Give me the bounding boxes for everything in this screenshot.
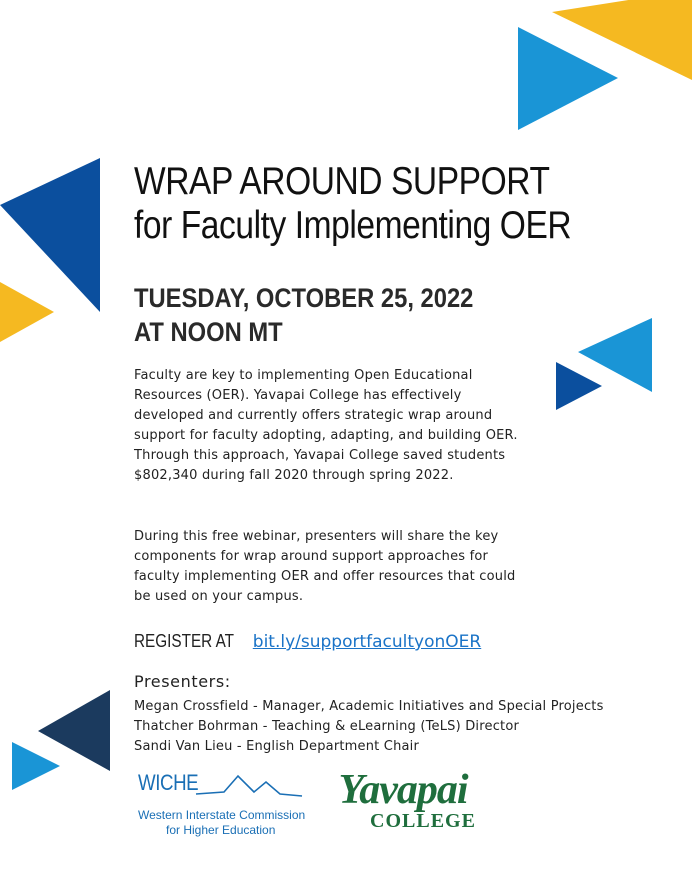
description-paragraph-1: Faculty are key to implementing Open Educational Resources (OER). Yavapai College has effectively developed and currently offers strategic wrap around support for faculty adopting, adapting, and building OER. Through this approach, Yavapai College saved students $802,340 during fall 2020 through spring 2022. — [134, 368, 518, 483]
yellow-triangle-left — [0, 282, 54, 342]
event-date: TUESDAY, OCTOBER 25, 2022 — [134, 283, 474, 313]
presenters-heading: Presenters: — [134, 672, 231, 691]
presenters-list — [134, 697, 604, 757]
description-paragraph-2: During this free webinar, presenters will share the key components for wrap around support approaches for faculty implementing OER and offer resources that could be used on your campus. — [134, 529, 516, 604]
wiche-abbr: WICHE — [138, 770, 199, 795]
light-blue-triangle-bottom-left — [12, 742, 60, 790]
wiche-name-line-2: for Higher Education — [166, 823, 276, 837]
mountain-icon — [176, 772, 306, 806]
presenter-item: Sandi Van Lieu - English Department Chair — [134, 739, 420, 754]
dark-blue-triangle-left — [0, 158, 100, 312]
register-line — [134, 631, 481, 652]
blue-triangle-top-right — [518, 27, 618, 130]
wiche-name-line-1: Western Interstate Commission — [138, 808, 306, 822]
page-title — [134, 160, 581, 248]
title-line-2: for Faculty Implementing OER — [134, 204, 572, 247]
event-time: AT NOON MT — [134, 317, 283, 347]
yavapai-logo — [318, 767, 488, 834]
register-link[interactable]: bit.ly/supportfacultyonOER — [252, 632, 482, 652]
navy-triangle-bottom-left — [38, 690, 110, 771]
presenter-item: Thatcher Bohrman - Teaching & eLearning (TeLS) Director — [134, 719, 520, 734]
event-datetime — [134, 281, 473, 349]
dark-blue-triangle-right — [556, 362, 602, 410]
title-line-1: WRAP AROUND SUPPORT — [134, 160, 550, 203]
yavapai-name: Yavapai — [338, 767, 468, 813]
presenter-item: Megan Crossfield - Manager, Academic Initiatives and Special Projects — [134, 699, 604, 714]
wiche-logo — [136, 770, 306, 840]
yavapai-college: COLLEGE — [370, 810, 476, 832]
register-label: REGISTER AT — [134, 631, 235, 651]
